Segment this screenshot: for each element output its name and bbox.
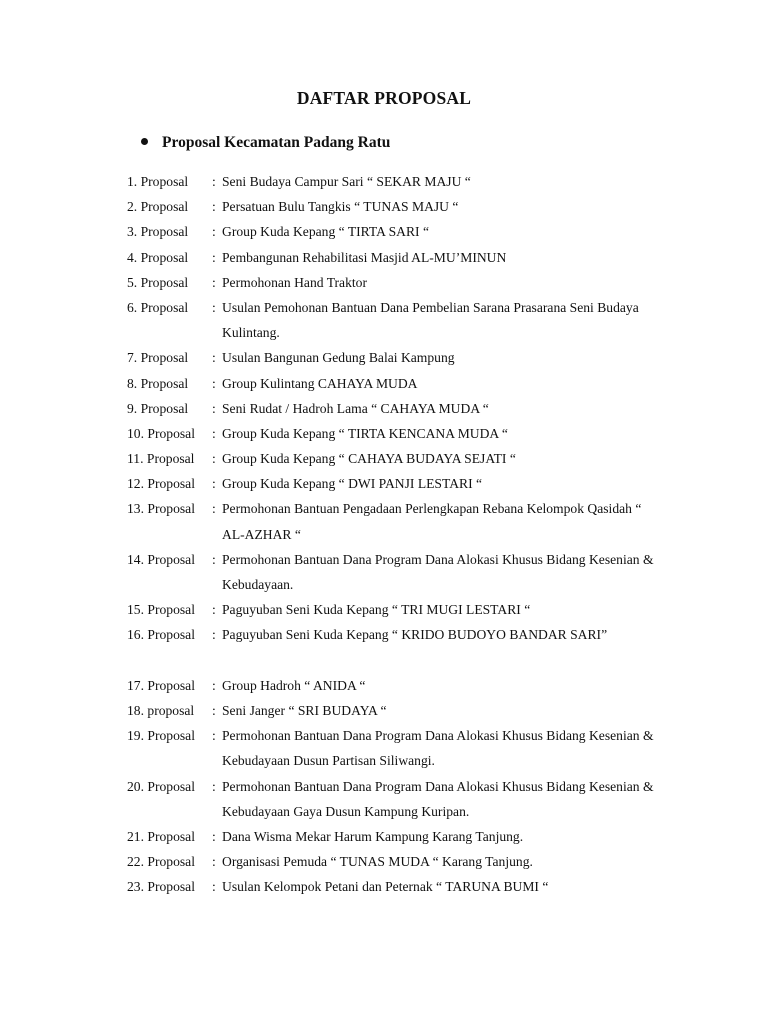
item-label: 10. Proposal [127, 425, 195, 441]
item-colon: : [212, 375, 216, 391]
proposal-list [0, 169, 768, 900]
item-colon: : [212, 551, 216, 567]
item-text: Pembangunan Rehabilitasi Masjid AL-MU’MINUN [222, 249, 507, 265]
item-text: Permohonan Bantuan Dana Program Dana Alokasi Khusus Bidang Kesenian & Kebudayaan Gaya Dusun Kampung Kuripan. [222, 778, 654, 819]
item-colon: : [212, 627, 216, 643]
item-colon: : [212, 224, 216, 240]
item-colon: : [212, 299, 216, 315]
list-item [0, 547, 768, 597]
item-label: 5. Proposal [127, 274, 189, 290]
list-item [0, 471, 768, 496]
list-item [0, 622, 768, 672]
item-colon: : [212, 274, 216, 290]
item-text: Seni Budaya Campur Sari “ SEKAR MAJU “ [222, 174, 471, 189]
item-label: 13. Proposal [127, 501, 195, 517]
list-item [0, 723, 768, 773]
section-heading-text: Proposal Kecamatan Padang Ratu [162, 134, 391, 151]
item-label: 9. Proposal [127, 400, 189, 416]
item-colon: : [212, 174, 216, 189]
item-colon: : [212, 854, 216, 870]
item-label: 15. Proposal [127, 602, 195, 618]
list-item [0, 270, 768, 295]
item-label: 8. Proposal [127, 375, 189, 391]
item-text: Seni Rudat / Hadroh Lama “ CAHAYA MUDA “ [222, 400, 489, 416]
list-item [0, 245, 768, 270]
item-label: 23. Proposal [127, 879, 195, 895]
item-label: 3. Proposal [127, 224, 189, 240]
bullet-icon [141, 138, 148, 145]
item-text: Group Hadroh “ ANIDA “ [222, 677, 366, 693]
item-colon: : [212, 476, 216, 492]
item-colon: : [212, 199, 216, 215]
item-label: 19. Proposal [127, 728, 195, 744]
item-text: Permohonan Bantuan Pengadaan Perlengkapan Rebana Kelompok Qasidah “ AL-AZHAR “ [222, 501, 642, 542]
item-label: 12. Proposal [127, 476, 195, 492]
item-label: 18. proposal [127, 703, 195, 718]
section-heading [141, 134, 390, 152]
item-colon: : [212, 879, 216, 895]
item-text: Usulan Bangunan Gedung Balai Kampung [222, 350, 455, 366]
item-text: Group Kulintang CAHAYA MUDA [222, 375, 418, 391]
item-colon: : [212, 425, 216, 441]
item-label: 20. Proposal [127, 778, 195, 794]
item-colon: : [212, 703, 216, 718]
item-text: Seni Janger “ SRI BUDAYA “ [222, 703, 387, 718]
item-label: 21. Proposal [127, 828, 195, 844]
item-label: 7. Proposal [127, 350, 189, 366]
item-colon: : [212, 501, 216, 517]
item-colon: : [212, 451, 216, 467]
list-item [0, 345, 768, 370]
item-colon: : [212, 828, 216, 844]
item-text: Usulan Kelompok Petani dan Peternak “ TARUNA BUMI “ [222, 879, 549, 895]
item-text: Permohonan Bantuan Dana Program Dana Alokasi Khusus Bidang Kesenian & Kebudayaan. [222, 551, 654, 593]
list-item [0, 874, 768, 899]
item-text: Group Kuda Kepang “ TIRTA KENCANA MUDA “ [222, 425, 508, 441]
item-text: Group Kuda Kepang “ CAHAYA BUDAYA SEJATI “ [222, 451, 516, 467]
item-label: 14. Proposal [127, 551, 195, 567]
item-text: Group Kuda Kepang “ DWI PANJI LESTARI “ [222, 476, 483, 492]
list-item [0, 849, 768, 874]
item-label: 6. Proposal [127, 299, 189, 315]
item-colon: : [212, 249, 216, 265]
item-label: 22. Proposal [127, 854, 195, 870]
list-item [0, 824, 768, 849]
item-colon: : [212, 728, 216, 744]
item-colon: : [212, 602, 216, 618]
item-text: Persatuan Bulu Tangkis “ TUNAS MAJU “ [222, 199, 459, 215]
item-text: Organisasi Pemuda “ TUNAS MUDA “ Karang Tanjung. [222, 854, 533, 870]
item-colon: : [212, 677, 216, 693]
item-text: Permohonan Bantuan Dana Program Dana Alokasi Khusus Bidang Kesenian & Kebudayaan Dusun Partisan Siliwangi. [222, 728, 654, 769]
list-item [0, 219, 768, 244]
list-item [0, 446, 768, 471]
list-item [0, 169, 768, 194]
list-item [0, 295, 768, 345]
item-colon: : [212, 350, 216, 366]
item-label: 16. Proposal [127, 627, 195, 643]
item-label: 2. Proposal [127, 199, 189, 215]
item-colon: : [212, 400, 216, 416]
list-item [0, 698, 768, 723]
item-text: Group Kuda Kepang “ TIRTA SARI “ [222, 224, 429, 240]
list-item [0, 194, 768, 219]
list-item [0, 371, 768, 396]
list-item [0, 673, 768, 698]
list-item [0, 421, 768, 446]
item-label: 1. Proposal [127, 174, 189, 189]
item-text: Permohonan Hand Traktor [222, 274, 367, 290]
item-text: Paguyuban Seni Kuda Kepang “ TRI MUGI LESTARI “ [222, 602, 531, 618]
list-item [0, 774, 768, 824]
item-label: 17. Proposal [127, 677, 195, 693]
item-text: Usulan Pemohonan Bantuan Dana Pembelian Sarana Prasarana Seni Budaya Kulintang. [222, 299, 639, 341]
item-label: 4. Proposal [127, 249, 189, 265]
document-title: DAFTAR PROPOSAL [296, 88, 472, 108]
item-text: Paguyuban Seni Kuda Kepang “ KRIDO BUDOYO BANDAR SARI” [222, 627, 608, 643]
list-item [0, 496, 768, 546]
item-label: 11. Proposal [127, 451, 195, 467]
item-colon: : [212, 778, 216, 794]
list-item [0, 597, 768, 622]
list-item [0, 396, 768, 421]
item-text: Dana Wisma Mekar Harum Kampung Karang Tanjung. [222, 828, 524, 844]
